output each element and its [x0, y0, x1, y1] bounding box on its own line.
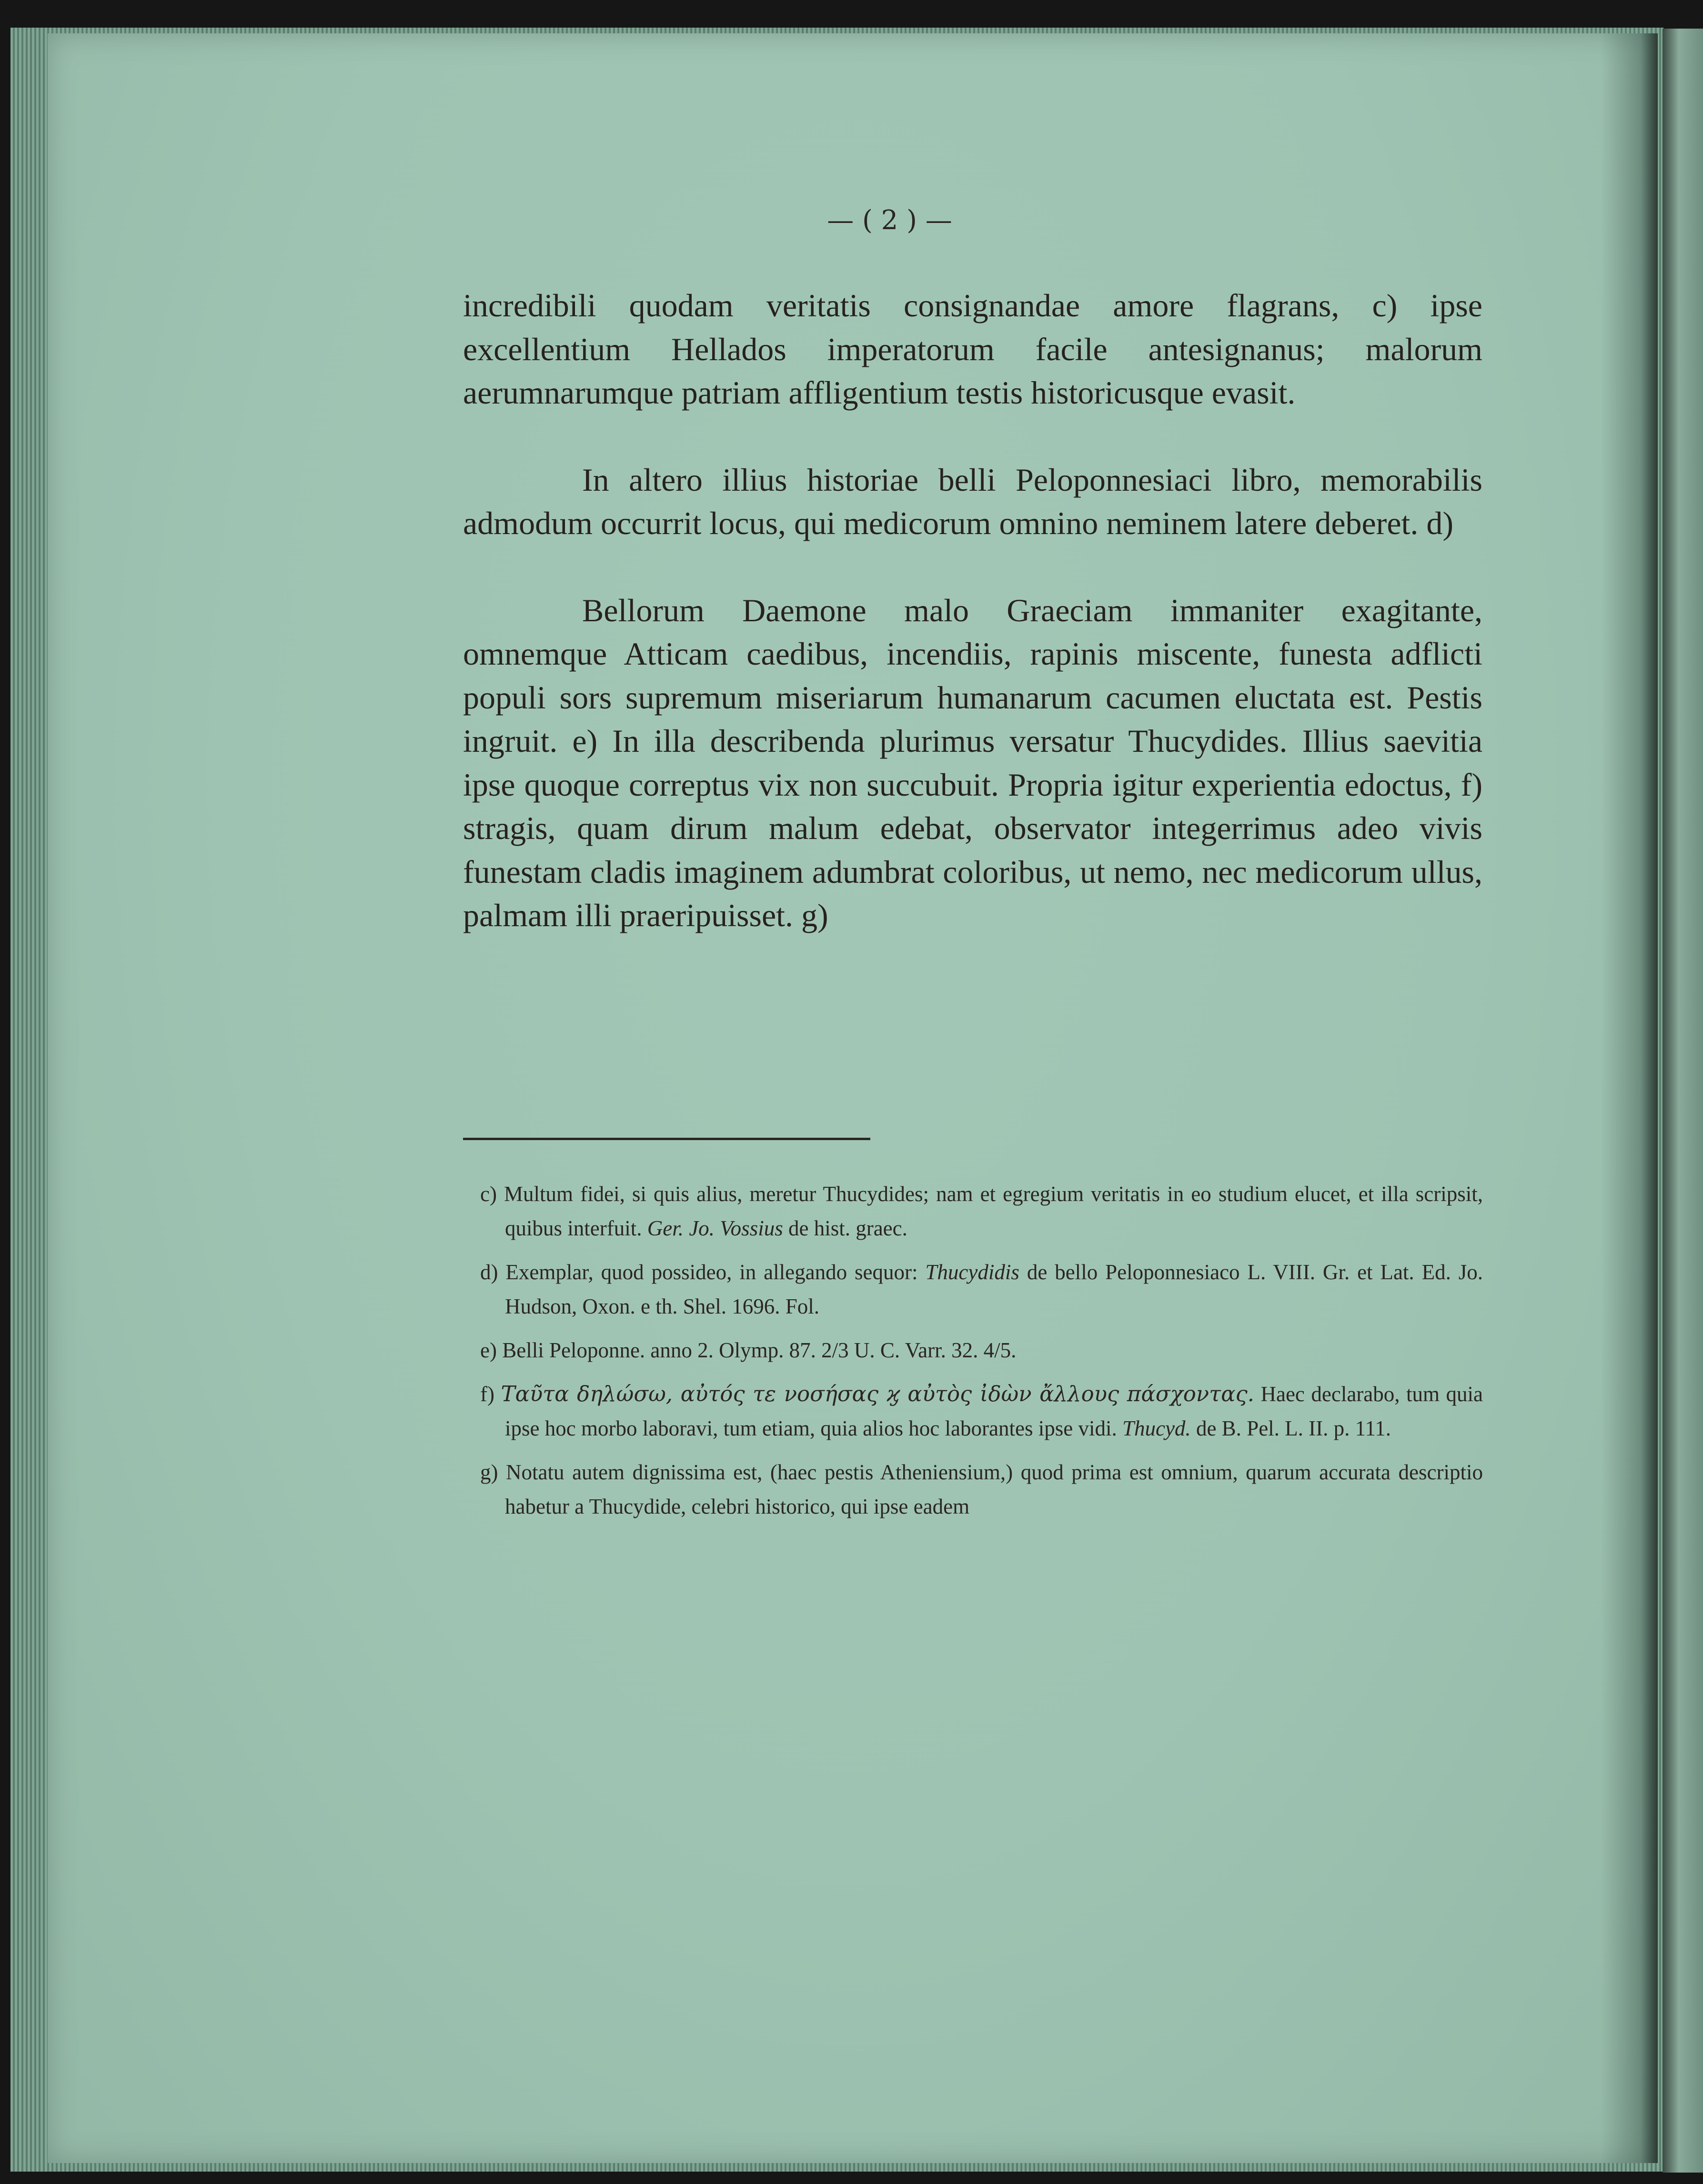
- footnote-separator-rule: [463, 1138, 870, 1140]
- footnote-f-tail: de B. Pel. L. II. p. 111.: [1196, 1416, 1391, 1440]
- footnote-g: [480, 1455, 1483, 1524]
- footnote-c: [480, 1177, 1483, 1245]
- footnote-f-text: Haec declarabo, tum quia ipse hoc morbo laboravi, tum etiam, quia alios hoc laborantes ipse vidi.: [505, 1382, 1483, 1440]
- footnote-g-text: g) Notatu autem dignissima est, (haec pestis Atheniensium,) quod prima est omnium, quarum accurata descriptio habetur a Thucydide, celebri historico, qui ipse eadem: [480, 1460, 1483, 1518]
- footnote-e: [480, 1333, 1483, 1367]
- footnote-d-text: d) Exemplar, quod possideo, in allegando sequor:: [480, 1260, 918, 1284]
- main-text: [463, 284, 1482, 938]
- footnote-d: [480, 1255, 1483, 1324]
- paragraph-1: incredibili quodam veritatis consignandae amore flagrans, c) ipse excellentium Hellados imperatorum facile antesignanus; malorum aerumnarumque patriam affligentium testis historicusque evasit.: [463, 287, 1482, 411]
- footnote-c-text: c) Multum fidei, si quis alius, meretur Thucydides; nam et egregium veritatis in eo studium elucet, et illa scripsit, quibus interfuit.: [480, 1182, 1483, 1240]
- footnote-f-greek: Ταῦτα δηλώσω, αὐτός τε νοσήσας ϗ αὐτὸς ἰδὼν ἄλλους πάσχοντας.: [501, 1381, 1254, 1406]
- binding-edge: [1663, 29, 1703, 2173]
- footnote-f-cite: Thucyd.: [1122, 1416, 1191, 1440]
- footnote-c-cite: Ger. Jo. Vossius: [647, 1216, 783, 1240]
- footnotes: [480, 1177, 1483, 1533]
- page-number-header: — ( 2 ) —: [827, 205, 952, 236]
- footnote-d-cite: Thucydidis: [925, 1260, 1019, 1284]
- footnote-f: [480, 1377, 1483, 1446]
- footnote-d-tail: de bello Peloponnesiaco L. VIII. Gr. et Lat. Ed. Jo. Hudson, Oxon. e th. Shel. 1696. Fol.: [505, 1260, 1483, 1318]
- footnote-c-tail: de hist. graec.: [788, 1216, 907, 1240]
- footnote-f-label: f): [480, 1382, 494, 1406]
- paragraph-3: Bellorum Daemone malo Graeciam immaniter exagitante, omnemque Atticam caedibus, incendiis, rapinis miscente, funesta adflicti populi sors supremum miseriarum humanarum cacumen eluctata est. Pestis ingruit. e) In illa describenda plurimus versatur Thucydides. Illius saevitia ipse quoque correptus vix non succubuit. Propria igitur experientia edoctus, f) stragis, quam dirum malum edebat, observator integerrimus adeo vivis funestam cladis imaginem adumbrat coloribus, ut nemo, nec medicorum ullus, palmam illi praeripuisset. g): [463, 592, 1482, 933]
- footnote-e-text: e) Belli Peloponne. anno 2. Olymp. 87. 2/3 U. C. Varr. 32. 4/5.: [480, 1338, 1017, 1362]
- page-gutter-shadow: [1601, 33, 1658, 2163]
- paragraph-2: In altero illius historiae belli Peloponnesiaci libro, memorabilis admodum occurrit locus, qui medicorum omnino neminem latere deberet. d): [463, 461, 1482, 541]
